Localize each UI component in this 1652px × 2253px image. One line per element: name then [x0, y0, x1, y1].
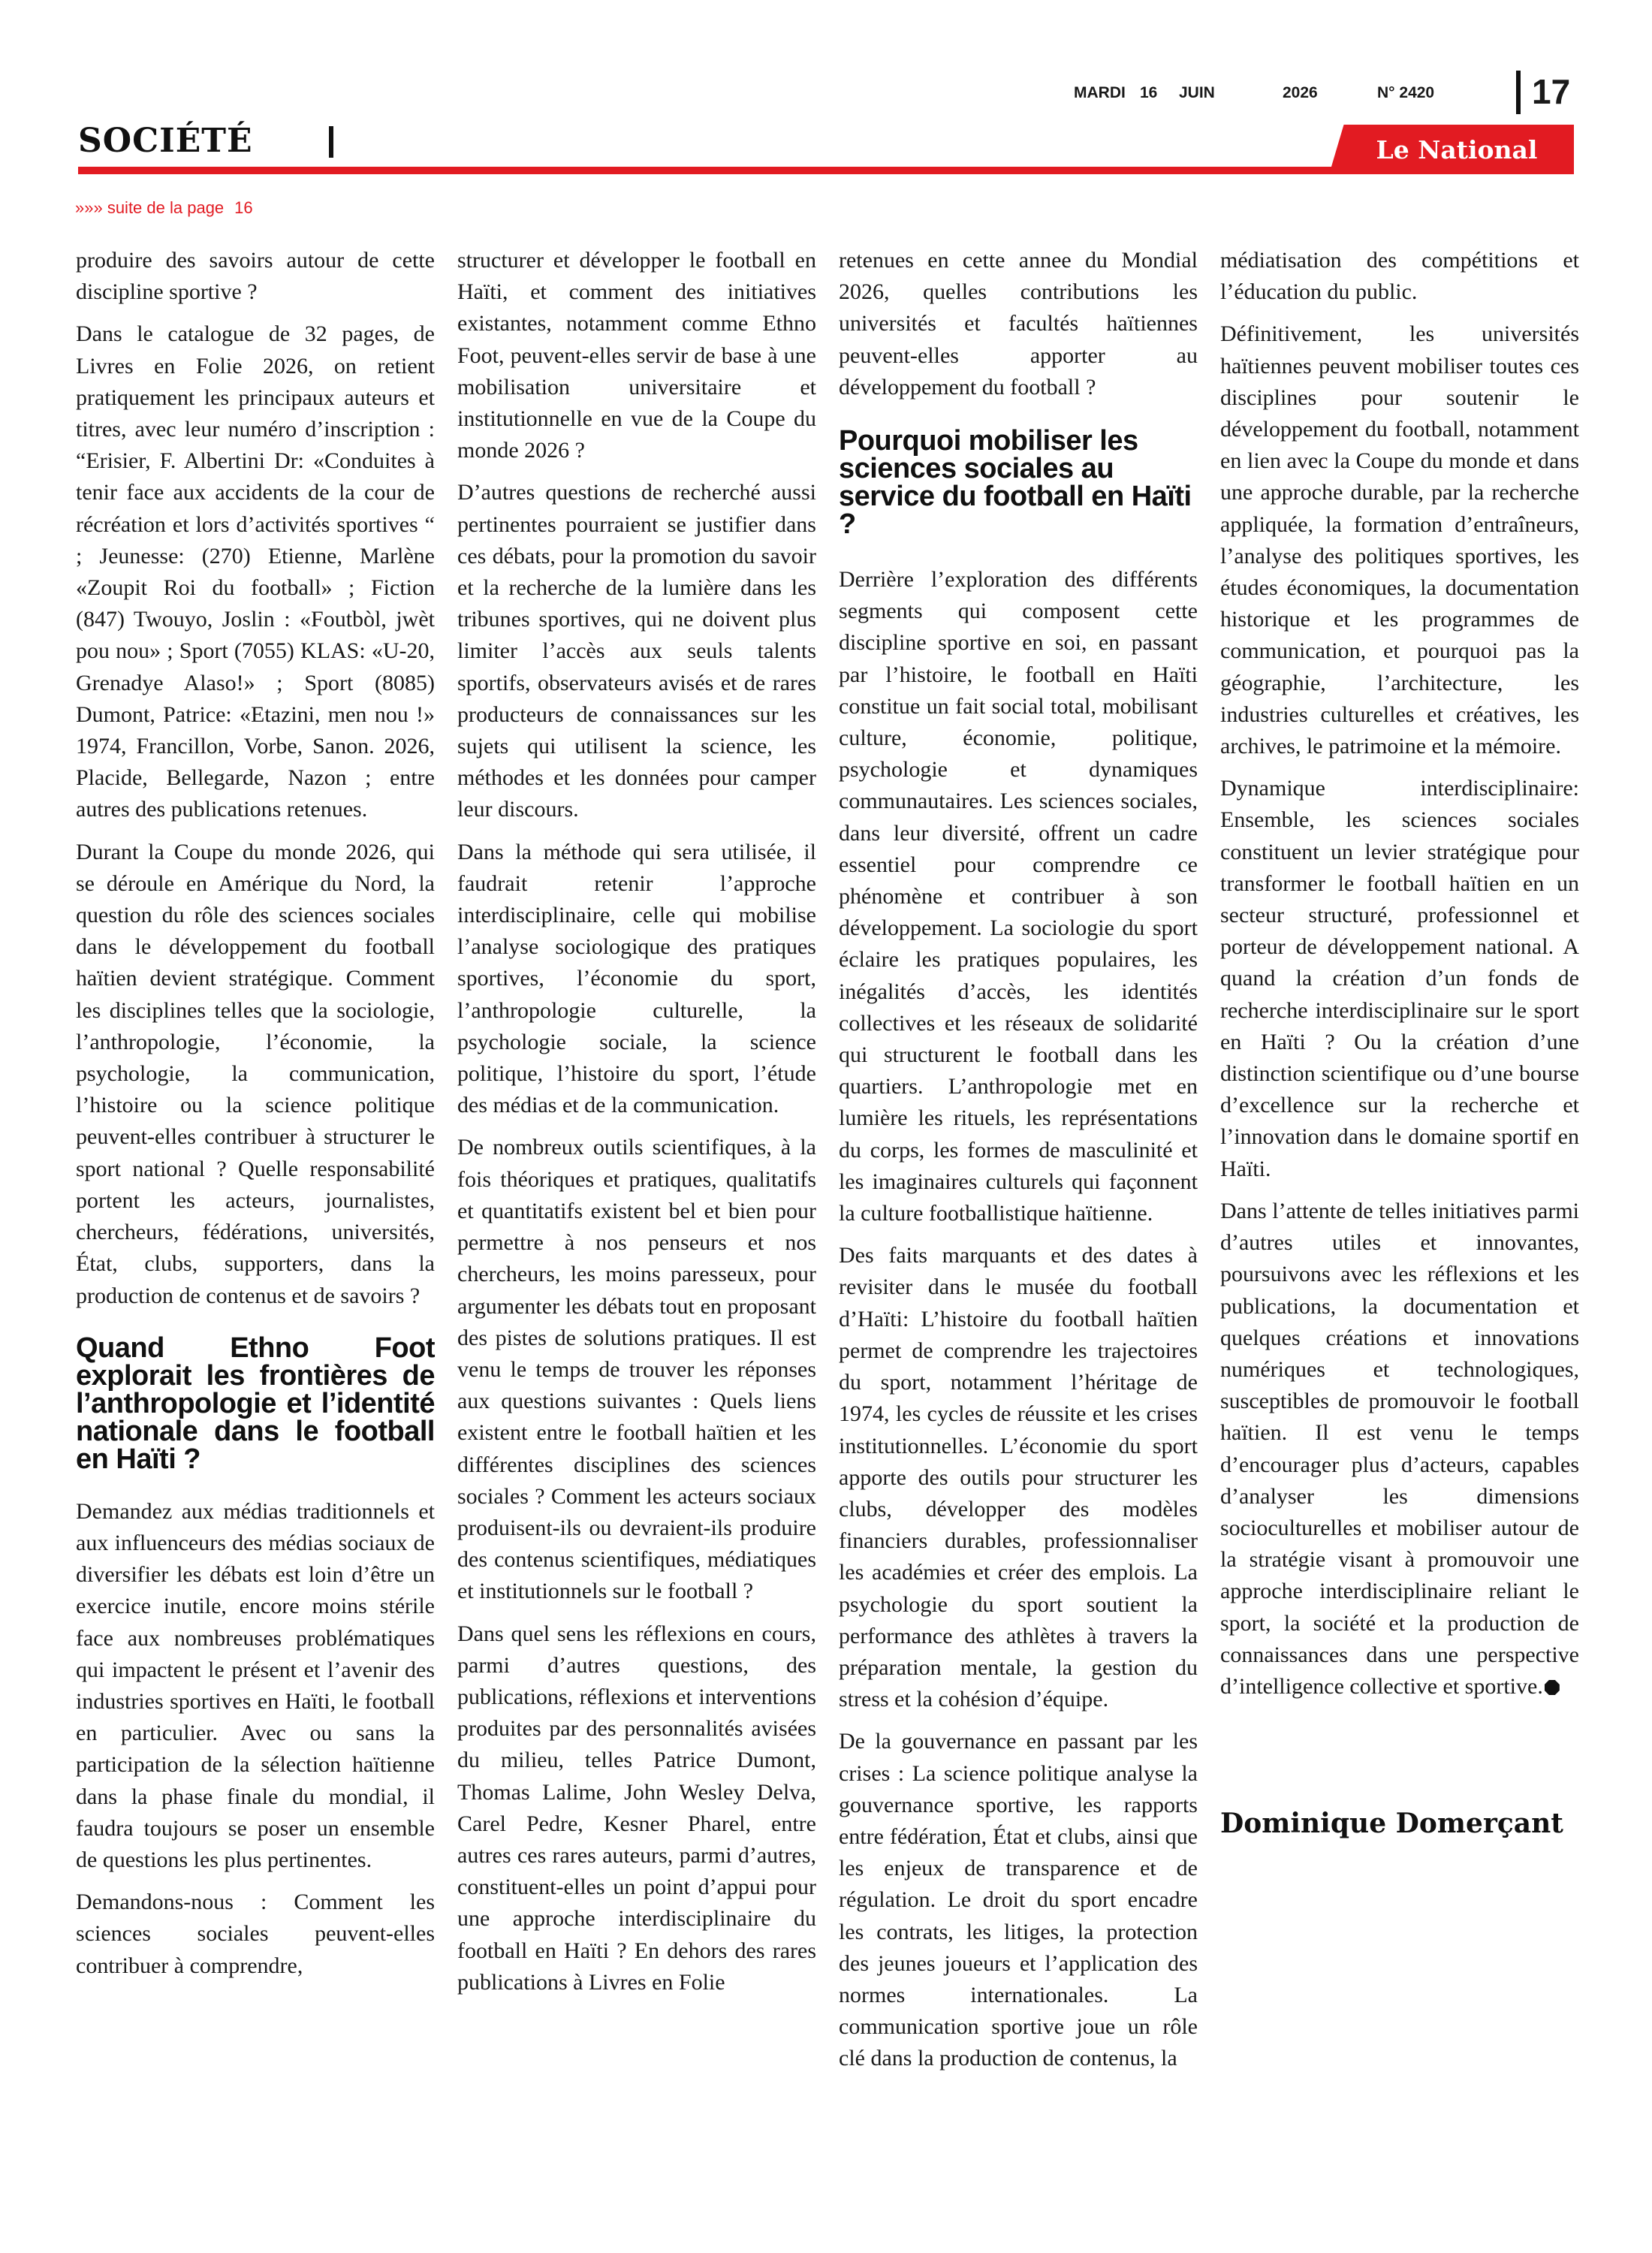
continuation-page: 16 [234, 198, 253, 217]
article-column-3 [839, 245, 1198, 2086]
paragraph: retenues en cette annee du Mondial 2026, quelles contributions les universités et facultés haïtiennes peuvent-elles apporter au développement du football ? [839, 248, 1198, 400]
issue-month: JUIN [1179, 84, 1215, 101]
paragraph: Dans quel sens les réflexions en cours, parmi d’autres questions, des publications, réflexions et interventions produites par des personnalités avisées du milieu, telles Patrice Dumont, Thomas Lalime, John Wesley Delva, Carel Pedre, Kesner Pharel, entre autres ces rares auteurs, parmi d’autres, constituent-elles un point d’appui pour une approche interdisciplinaire du football en Haïti ? En dehors des rares publications à Livres en Folie [457, 1621, 816, 1995]
paragraph: D’autres questions de recherché aussi pertinentes pourraient se justifier dans ces débats, pour la promotion du savoir et la recherche de la lumière dans les tribunes sportives, qui ne doivent plus limiter l’accès aux seuls talents sportifs, observateurs avisés et de rares producteurs de connaissances sur les sujets qui utilisent la science, les méthodes et les données pour camper leur discours. [457, 480, 816, 822]
article-column-1 [76, 245, 435, 1992]
page-number-divider [1516, 71, 1521, 114]
paragraph: structurer et développer le football en Haïti, et comment des initiatives existantes, notamment comme Ethno Foot, peuvent-elles servir de base à une mobilisation universitaire et institutionnelle en vue de la Coupe du monde 2026 ? [457, 248, 816, 463]
issue-meta [1074, 84, 1524, 110]
paragraph: Définitivement, les universités haïtiennes peuvent mobiliser toutes ces disciplines pour soutenir le développement du football, notamment en lien avec la Coupe du monde et dans une approche durable, par la recherche appliquée, la formation d’entraîneurs, l’analyse des politiques sportives, les études économiques, la documentation historique et les programmes de communication, et pourquoi pas la géographie, l’architecture, les industries culturelles et créatives, les archives, le patrimoine et la mémoire. [1220, 321, 1579, 759]
section-divider [329, 126, 333, 158]
issue-day: MARDI [1074, 84, 1126, 101]
paragraph: médiatisation des compétitions et l’éducation du public. [1220, 248, 1579, 305]
end-of-article-icon [1545, 1680, 1560, 1695]
author-byline: Dominique Domerçant [1220, 1808, 1563, 1840]
issue-date-number: 16 [1140, 84, 1158, 101]
issue-number: N° 2420 [1377, 84, 1435, 101]
page-number: 17 [1532, 72, 1571, 111]
paragraph: Dans le catalogue de 32 pages, de Livres en Folie 2026, on retient pratiquement les principaux auteurs et titres, avec leur numéro d’inscription : “Erisier, F. Albertini Dr: «Conduites à tenir face aux accidents de la cour de récréation et lors d’activités sportives “ ; Jeunesse: (270) Etienne, Marlène «Zoupit Roi du football» ; Fiction (847) Twouyo, Joslin : «Foutbòl, jwèt pou nou» ; Sport (7055) KLAS: «U-20, Grenadye Alaso!» ; Sport (8085) Dumont, Patrice: «Etazini, men nou !» 1974, Francillon, Vorbe, Sanon. 2026, Placide, Bellegarde, Nazon ; entre autres des publications retenues. [76, 321, 435, 822]
paragraph: Demandez aux médias traditionnels et aux influenceurs des médias sociaux de diversifier les débats est loin d’être un exercice inutile, encore moins stérile face aux nombreuses problématiques qui impactent le présent et l’avenir des industries sportives en Haïti, le football en particulier. Avec ou sans la participation de la sélection haïtienne dans la phase finale du mondial, il faudra toujours se poser un ensemble de questions les plus pertinentes. [76, 1498, 435, 1872]
continuation-label: »»» suite de la page [75, 198, 225, 217]
paragraph: De nombreux outils scientifiques, à la fois théoriques et pratiques, qualitatifs et quantitatifs existent bel et bien pour permettre à nos penseurs et nos chercheurs, les moins paresseux, pour argumenter les débats tout en proposant des pistes de solutions pratiques. Il est venu le temps de trouver les réponses aux questions suivantes : Quels liens existent entre le football haïtien et les différentes disciplines des sciences sociales ? Comment les acteurs sociaux produisent-ils ou devraient-ils produire des contenus scientifiques, médiatiques et institutionnels sur le football ? [457, 1135, 816, 1604]
subheading-pourquoi-mobiliser: Pourquoi mobiliser les sciences sociales au service du football en Haïti ? [839, 425, 1192, 541]
paragraph: Dynamique interdisciplinaire: Ensemble, les sciences sociales constituent un levier stratégique pour transformer le football haïtien en un secteur structuré, professionnel et porteur de développement national. A quand la création d’un fonds de recherche interdisciplinaire sur le sport en Haïti ? Ou la création d’une distinction scientifique ou d’une bourse d’excellence sur la recherche et l’innovation dans le domaine sportif en Haïti. [1220, 776, 1579, 1181]
subheading-ethno-foot: Quand Ethno Foot explorait les frontières de l’anthropologie et l’identité nationale dans le football en Haïti ? [76, 1332, 435, 1475]
paragraph: Des faits marquants et des dates à revisiter dans le musée du football d’Haïti: L’histoire du football haïtien permet de comprendre les trajectoires du sport, notamment l’héritage de 1974, les cycles de réussite et les crises institutionnelles. L’économie du sport apporte des outils pour structurer les clubs, développer des modèles financiers durables, professionnaliser les académies et créer des emplois. La psychologie du sport soutient la performance des athlètes à travers la préparation mentale, la gestion du stress et la cohésion d’équipe. [839, 1243, 1198, 1712]
article-column-2 [457, 245, 816, 2009]
section-title: SOCIÉTÉ [78, 122, 253, 160]
paragraph: Durant la Coupe du monde 2026, qui se déroule en Amérique du Nord, la question du rôle des sciences sociales dans le développement du football haïtien devient stratégique. Comment les disciplines telles que la sociologie, l’anthropologie, l’économie, la psychologie, la communication, l’histoire ou la science politique peuvent-elles contribuer à structurer le sport national ? Quelle responsabilité portent les acteurs, journalistes, chercheurs, fédérations, universités, État, clubs, supporters, dans la production de contenus et de savoirs ? [76, 839, 435, 1308]
paragraph: Dans la méthode qui sera utilisée, il faudrait retenir l’approche interdisciplinaire, celle qui mobilise l’analyse sociologique des pratiques sportives, l’économie du sport, l’anthropologie culturelle, la psychologie sociale, la science politique, l’histoire du sport, l’étude des médias et de la communication. [457, 839, 816, 1118]
final-paragraph-text: Dans l’attente de telles initiatives parmi d’autres utiles et innovantes, poursuivons avec les réflexions et les publications, la documentation et quelques créations et innovations numériques et technologiques, susceptibles de promouvoir le football haïtien. Il est venu le temps d’encourager plus d’acteurs, capables d’analyser les dimensions socioculturelles et mobiliser autour de la stratégie visant à promouvoir une approche interdisciplinaire reliant le sport, la société et la production de connaissances dans une perspective d’intelligence collective et sportive. [1220, 1198, 1579, 1699]
article-column-4 [1220, 245, 1579, 1841]
paragraph: produire des savoirs autour de cette discipline sportive ? [76, 248, 435, 305]
issue-year: 2026 [1283, 84, 1318, 101]
paragraph-final [1220, 1196, 1579, 1703]
paragraph: Demandons-nous : Comment les sciences sociales peuvent-elles contribuer à comprendre, [76, 1890, 435, 1978]
brand-name: Le National [1376, 134, 1538, 164]
paragraph: De la gouvernance en passant par les crises : La science politique analyse la gouvernance sportive, les rapports entre fédération, État et clubs, ainsi que les enjeux de transparence et de régulation. Le droit du sport encadre les contrats, les litiges, la protection des jeunes joueurs et l’application des normes internationales. La communication sportive joue un rôle clé dans la production de contenus, la [839, 1729, 1198, 2071]
paragraph: Derrière l’exploration des différents segments qui composent cette discipline sportive en soi, en passant par l’histoire, le football en Haïti constitue un fait social total, mobilisant culture, économie, politique, psychologie et dynamiques communautaires. Les sciences sociales, dans leur diversité, offrent un cadre essentiel pour comprendre ce phénomène et contribuer à son développement. La sociologie du sport éclaire les pratiques populaires, les inégalités d’accès, les identités collectives et les réseaux de solidarité qui structurent le football dans les quartiers. L’anthropologie met en lumière les rituels, les représentations du corps, les formes de masculinité et les imaginaires culturels qui façonnent la culture footballistique haïtienne. [839, 567, 1198, 1226]
continuation-link[interactable] [75, 198, 253, 221]
